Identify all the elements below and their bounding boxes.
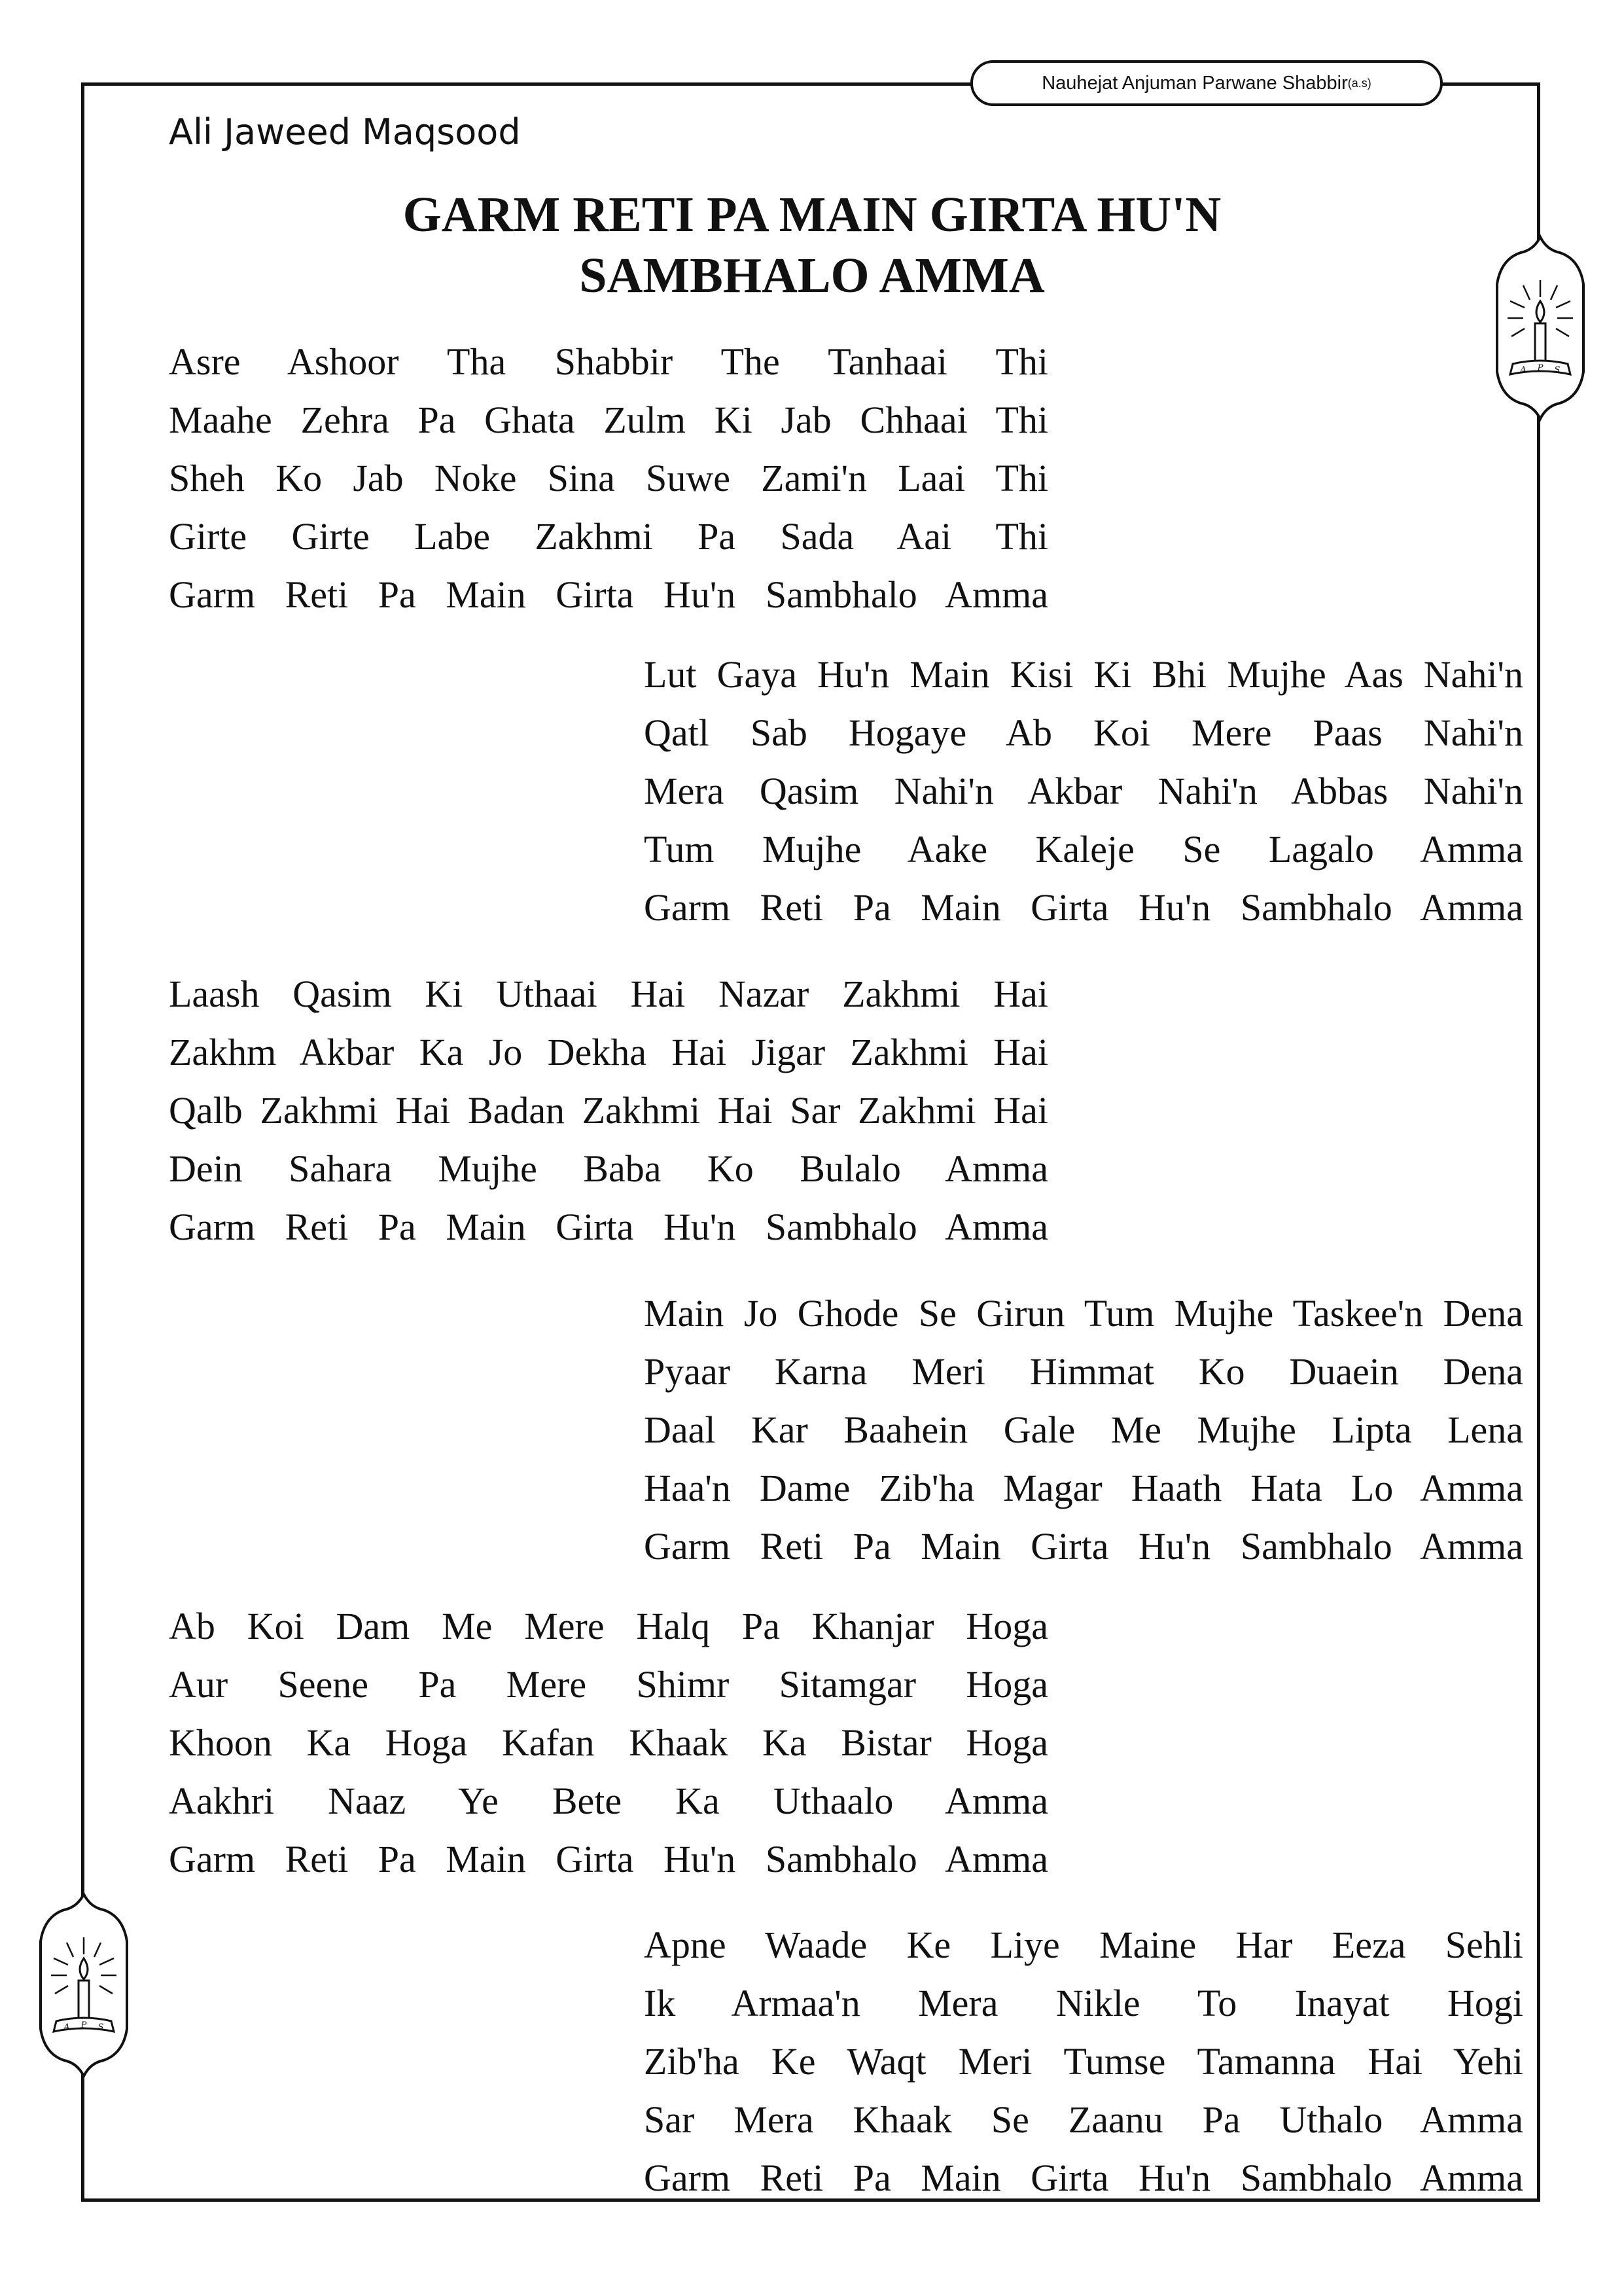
stanza-line: Pyaar Karna Meri Himmat Ko Duaein Dena — [644, 1350, 1523, 1393]
stanza-line: Maahe Zehra Pa Ghata Zulm Ki Jab Chhaai Thi — [169, 399, 1048, 441]
candle-emblem-icon — [34, 1890, 133, 2080]
stanza-4 — [644, 1284, 1523, 1575]
stanza-line: Zakhm Akbar Ka Jo Dekha Hai Jigar Zakhmi Hai — [169, 1031, 1048, 1073]
publisher-suffix: (a.s) — [1347, 76, 1371, 90]
stanza-line: Aur Seene Pa Mere Shimr Sitamgar Hoga — [169, 1663, 1048, 1706]
stanza-line refrain: Garm Reti Pa Main Girta Hu'n Sambhalo Amma — [644, 886, 1523, 929]
stanza-line: Apne Waade Ke Liye Maine Har Eeza Sehli — [644, 1924, 1523, 1966]
stanza-line: Asre Ashoor Tha Shabbir The Tanhaai Thi — [169, 340, 1048, 383]
author-name: Ali Jaweed Maqsood — [169, 111, 521, 152]
stanza-line: Khoon Ka Hoga Kafan Khaak Ka Bistar Hoga — [169, 1721, 1048, 1764]
stanza-line: Aakhri Naaz Ye Bete Ka Uthaalo Amma — [169, 1780, 1048, 1822]
stanza-line: Sheh Ko Jab Noke Sina Suwe Zami'n Laai Thi — [169, 457, 1048, 499]
candle-emblem-icon — [1491, 233, 1590, 423]
stanza-line: Ab Koi Dam Me Mere Halq Pa Khanjar Hoga — [169, 1605, 1048, 1647]
stanza-5 — [169, 1597, 1048, 1888]
stanza-line: Girte Girte Labe Zakhmi Pa Sada Aai Thi — [169, 515, 1048, 558]
stanza-line: Tum Mujhe Aake Kaleje Se Lagalo Amma — [644, 828, 1523, 870]
stanza-1 — [169, 332, 1048, 624]
stanza-line: Main Jo Ghode Se Girun Tum Mujhe Taskee'n Dena — [644, 1292, 1523, 1335]
stanza-line: Laash Qasim Ki Uthaai Hai Nazar Zakhmi Hai — [169, 973, 1048, 1015]
stanza-line refrain: Garm Reti Pa Main Girta Hu'n Sambhalo Amma — [644, 1525, 1523, 1568]
stanza-line: Dein Sahara Mujhe Baba Ko Bulalo Amma — [169, 1147, 1048, 1190]
emblem-letter: P — [1537, 363, 1544, 373]
emblem-letter: A — [1520, 365, 1527, 375]
emblem-letter: P — [80, 2020, 87, 2030]
stanza-line: Qatl Sab Hogaye Ab Koi Mere Paas Nahi'n — [644, 711, 1523, 754]
stanza-3 — [169, 965, 1048, 1256]
title-line-2: SAMBHALO AMMA — [579, 248, 1045, 303]
emblem-letter: A — [63, 2022, 70, 2032]
stanza-2 — [644, 645, 1523, 937]
stanza-line: Ik Armaa'n Mera Nikle To Inayat Hogi — [644, 1982, 1523, 2024]
stanza-line: Daal Kar Baahein Gale Me Mujhe Lipta Lena — [644, 1408, 1523, 1451]
stanza-line: Lut Gaya Hu'n Main Kisi Ki Bhi Mujhe Aas Nahi'n — [644, 653, 1523, 696]
publisher-tag — [970, 60, 1443, 106]
stanza-line refrain: Garm Reti Pa Main Girta Hu'n Sambhalo Amma — [644, 2157, 1523, 2199]
stanza-line: Haa'n Dame Zib'ha Magar Haath Hata Lo Amma — [644, 1467, 1523, 1509]
emblem-letter: S — [97, 2022, 104, 2032]
stanza-6 — [644, 1916, 1523, 2207]
stanza-line: Sar Mera Khaak Se Zaanu Pa Uthalo Amma — [644, 2098, 1523, 2141]
stanza-line: Zib'ha Ke Waqt Meri Tumse Tamanna Hai Yehi — [644, 2040, 1523, 2083]
emblem-letter: S — [1554, 365, 1561, 375]
stanza-line: Qalb Zakhmi Hai Badan Zakhmi Hai Sar Zakhmi Hai — [169, 1089, 1048, 1132]
stanza-line refrain: Garm Reti Pa Main Girta Hu'n Sambhalo Amma — [169, 1838, 1048, 1880]
stanza-line refrain: Garm Reti Pa Main Girta Hu'n Sambhalo Amma — [169, 573, 1048, 616]
publisher-name: Nauhejat Anjuman Parwane Shabbir — [1042, 72, 1348, 94]
stanza-line: Mera Qasim Nahi'n Akbar Nahi'n Abbas Nahi'n — [644, 770, 1523, 812]
stanza-line refrain: Garm Reti Pa Main Girta Hu'n Sambhalo Amma — [169, 1206, 1048, 1248]
title-line-1: GARM RETI PA MAIN GIRTA HU'N — [402, 187, 1222, 242]
